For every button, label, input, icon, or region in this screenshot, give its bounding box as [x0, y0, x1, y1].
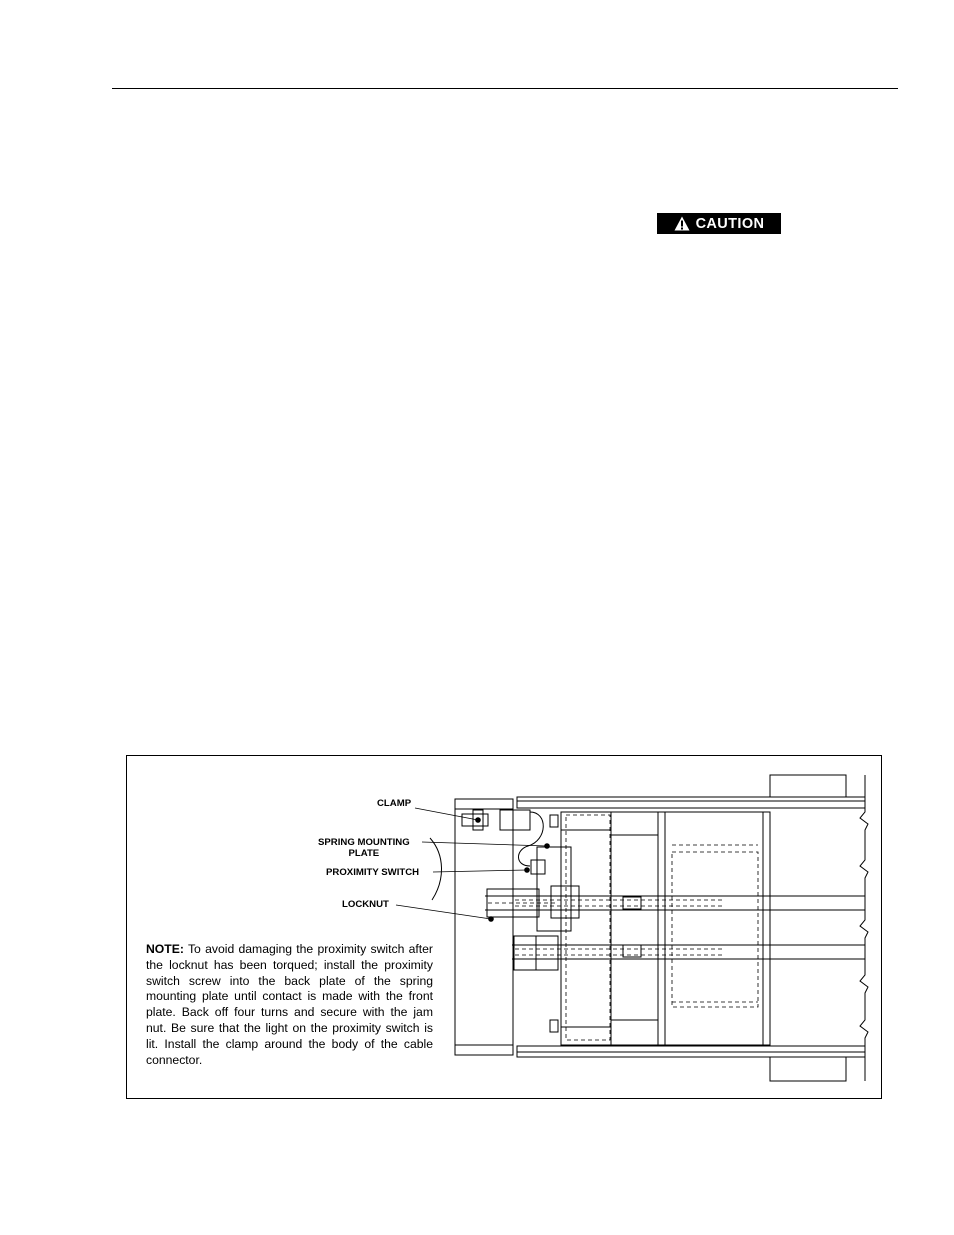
note-text: To avoid damaging the proximity switch after the locknut has been torqued; install the proximity switch screw into the back plate of the spring mounting plate until contact is made with the front plate. Back off four turns and secure with the jam nut. Be sure that the light on the proximity switch is lit. Install the clamp around the body of the cable connector. — [146, 942, 433, 1067]
callout-spring-mounting-plate — [318, 838, 410, 859]
callout-spring-mounting-plate-line1: SPRING MOUNTING — [318, 837, 410, 848]
callout-proximity-switch: PROXIMITY SWITCH — [326, 867, 420, 878]
figure-note — [146, 942, 433, 1068]
callout-locknut: LOCKNUT — [342, 899, 389, 910]
note-label: NOTE: — [146, 942, 184, 956]
callout-spring-mounting-plate-line2: PLATE — [348, 847, 380, 859]
callout-clamp: CLAMP — [377, 798, 412, 809]
caution-label: CAUTION — [695, 215, 765, 232]
